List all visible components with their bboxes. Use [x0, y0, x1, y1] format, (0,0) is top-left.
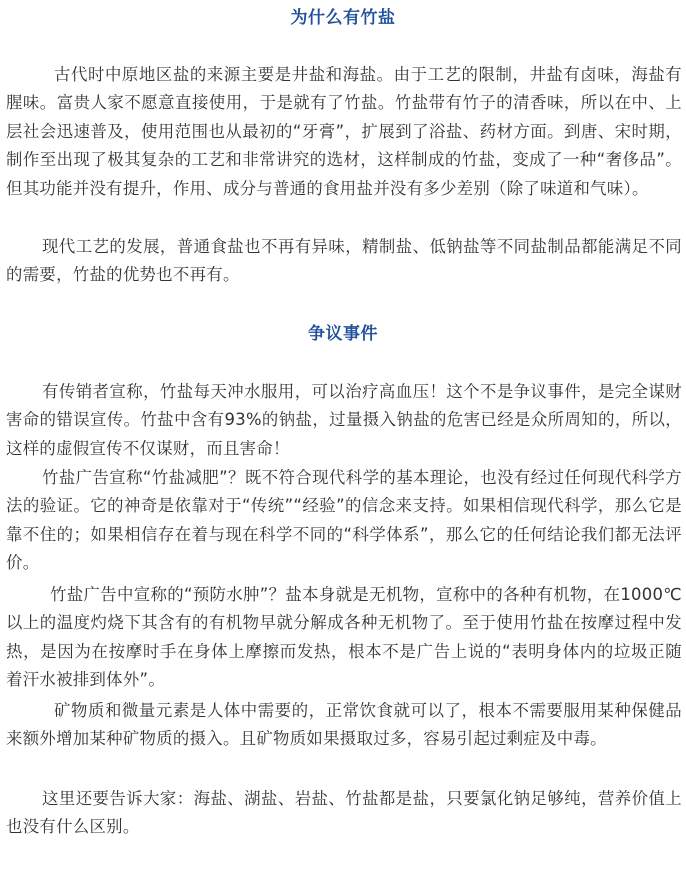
paragraph-modern-process: 现代工艺的发展，普通食盐也不再有异味，精制盐、低钠盐等不同盐制品都能满足不同的需要，竹盐的优势也不再有。 — [6, 237, 682, 285]
section-title-why-bamboo-salt: 为什么有竹盐 — [290, 8, 396, 28]
paragraph-conclusion: 这里还要告诉大家：海盐、湖盐、岩盐、竹盐都是盐，只要氯化钠足够纯，营养价值上也没有什么区别。 — [6, 789, 682, 837]
paragraph-minerals: 矿物质和微量元素是人体中需要的，正常饮食就可以了，根本不需要服用某种保健品来额外增加某种矿物质的摄入。且矿物质如果摄取过多，容易引起过剩症及中毒。 — [6, 701, 682, 749]
paragraph-weight-loss-claim: 竹盐广告宣称“竹盐减肥”？既不符合现代科学的基本理论，也没有经过任何现代科学方法的验证。它的神奇是依靠对于“传统”“经验”的信念来支持。如果相信现代科学，那么它是靠不住的；如果相信存在着与现在科学不同的“科学体系”，那么它的任何结论我们都无法评价。 — [6, 468, 682, 573]
section-title-controversy: 争议事件 — [308, 324, 378, 344]
paragraph-hypertension-claim: 有传销者宣称，竹盐每天冲水服用，可以治疗高血压！这个不是争议事件，是完全谋财害命的错误宣传。竹盐中含有93%的钠盐，过量摄入钠盐的危害已经是众所周知的，所以，这样的虚假宣传不仅谋财，而且害命！ — [6, 382, 682, 458]
paragraph-history: 古代时中原地区盐的来源主要是井盐和海盐。由于工艺的限制，井盐有卤味，海盐有腥味。富贵人家不愿意直接使用，于是就有了竹盐。竹盐带有竹子的清香味，所以在中、上层社会迅速普及，使用范围也从最初的“牙膏”，扩展到了浴盐、药材方面。到唐、宋时期，制作至出现了极其复杂的工艺和非常讲究的选材，这样制成的竹盐，变成了一种“奢侈品”。但其功能并没有提升，作用、成分与普通的食用盐并没有多少差别（除了味道和气味）。 — [6, 65, 682, 198]
paragraph-edema-claim: 竹盐广告中宣称的“预防水肿”？盐本身就是无机物，宣称中的各种有机物，在1000℃以上的温度灼烧下其含有的有机物早就分解成各种无机物了。至于使用竹盐在按摩过程中发热，是因为在按摩时手在身体上摩擦而发热，根本不是广告上说的“表明身体内的垃圾正随着汗水被排到体外”。 — [6, 585, 682, 690]
